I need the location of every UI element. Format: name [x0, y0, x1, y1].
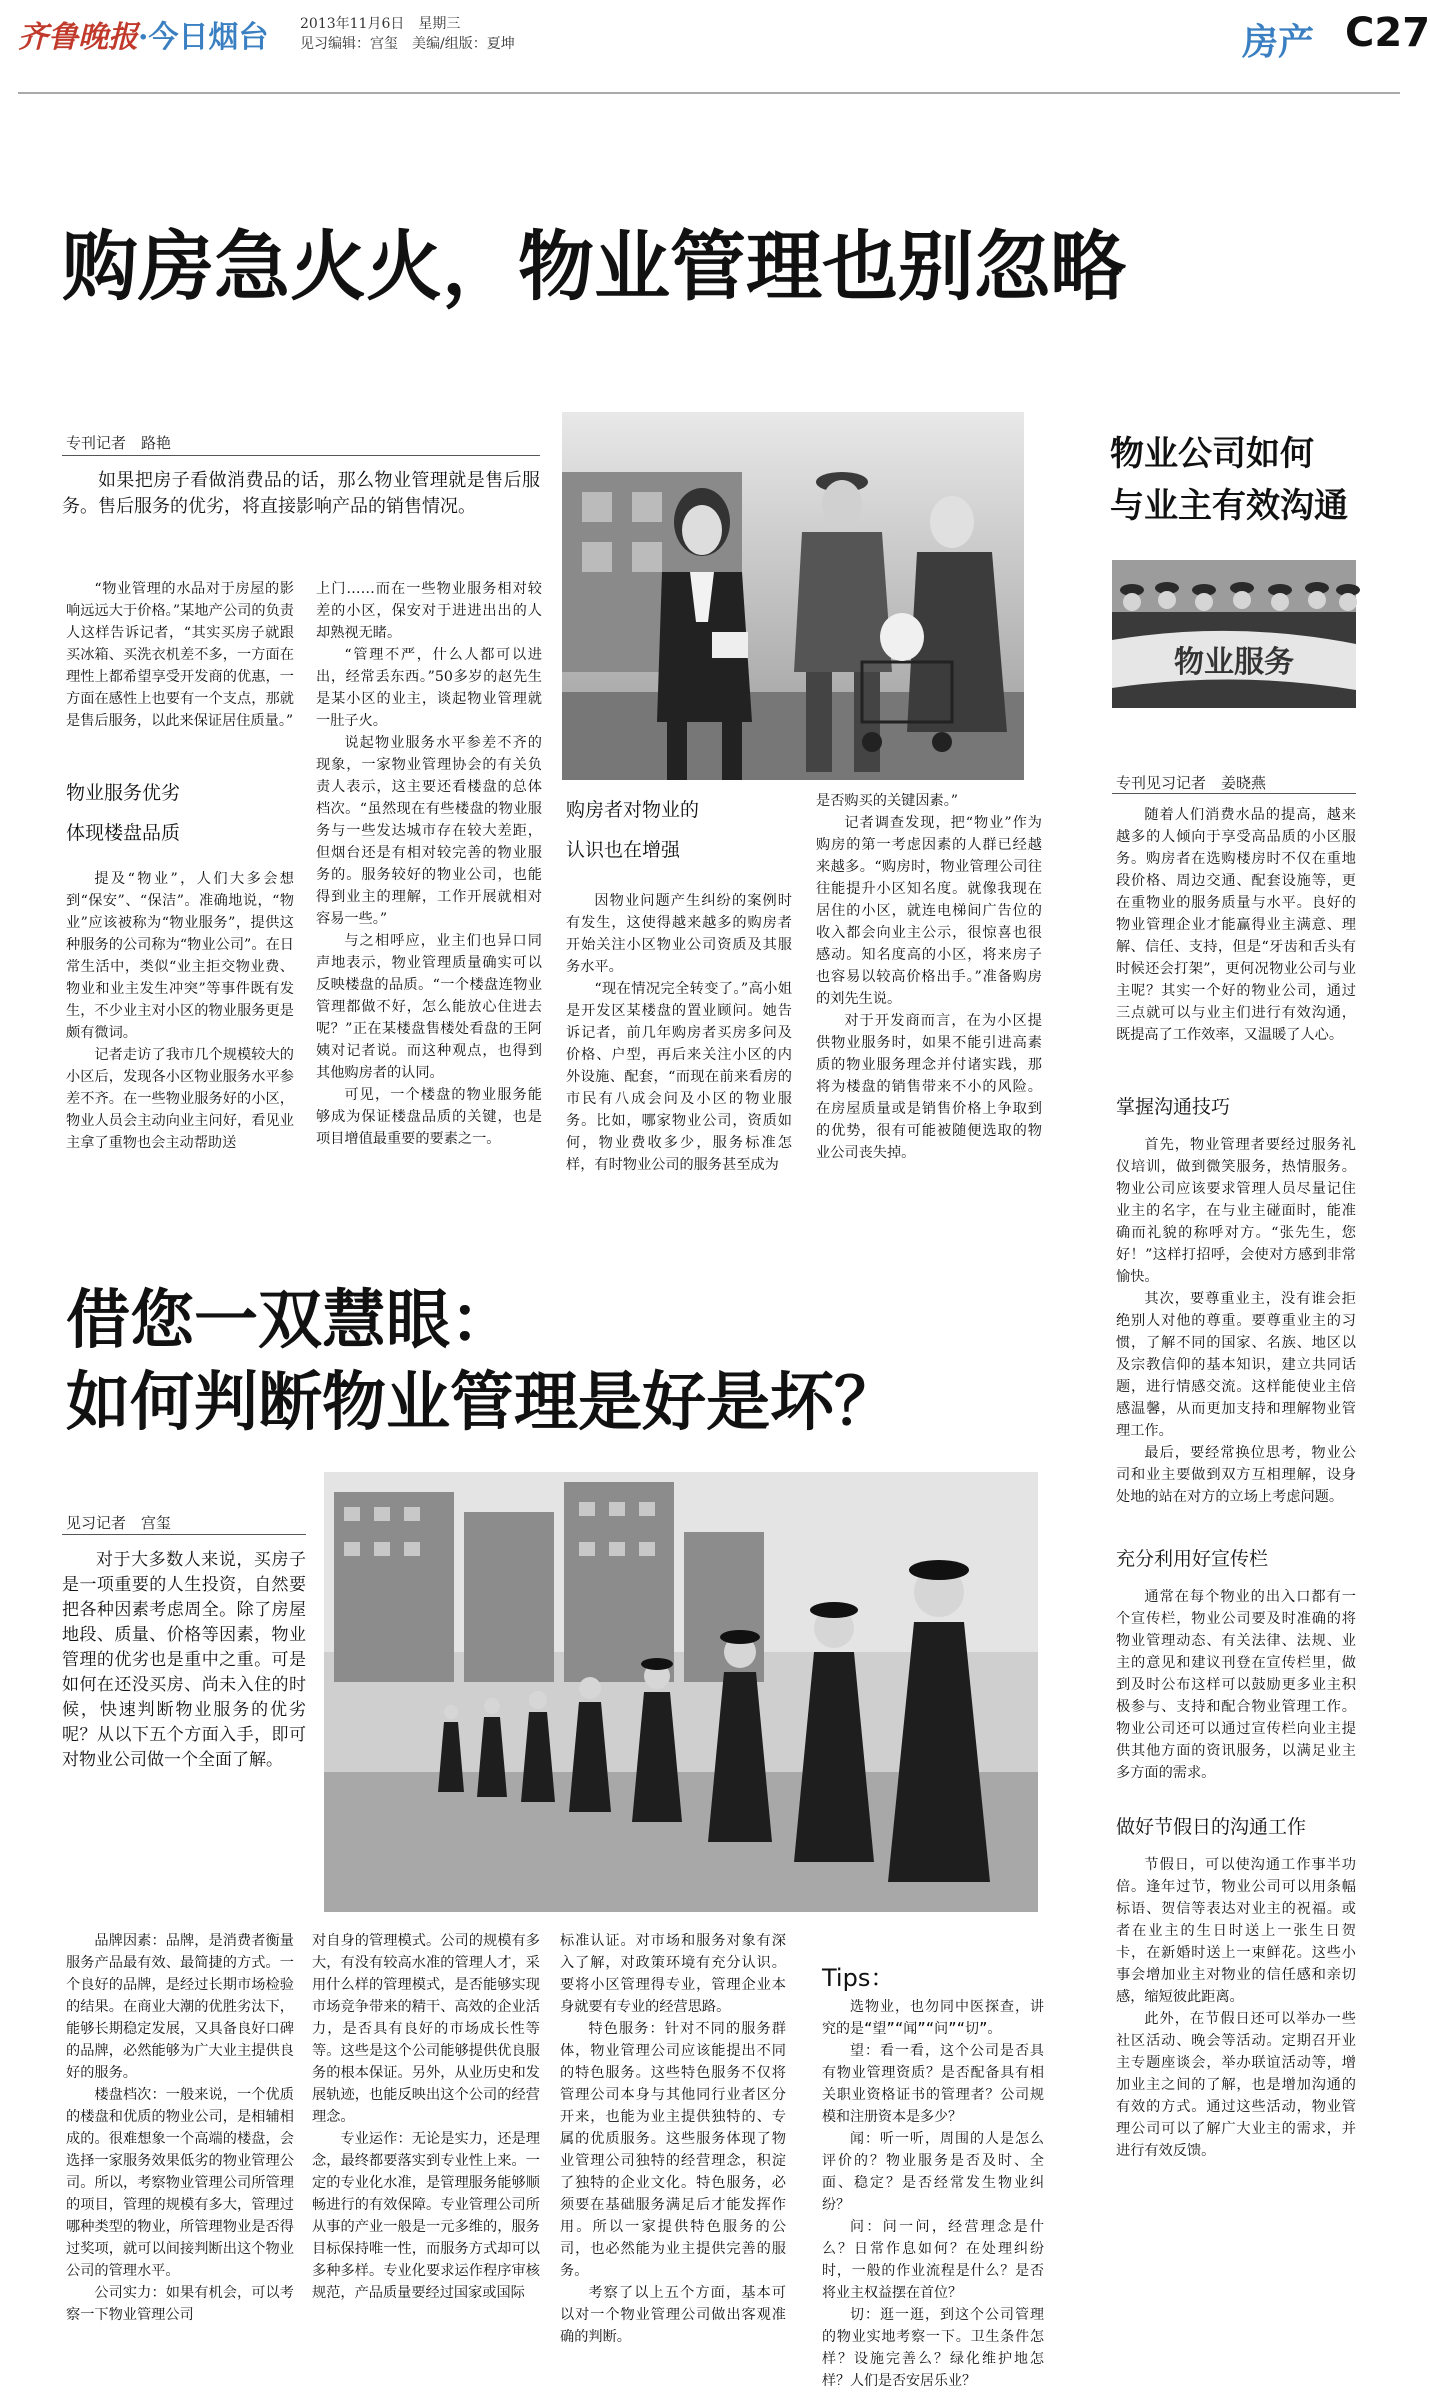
article2-lead: 对于大多数人来说，买房子是一项重要的人生投资，自然要把各种因素考虑周全。除了房屋地段、质量、价格等因素，物业管理的优劣也是重中之重。可是如何在还没买房、尚未入住的时候，快速判断物业服务的优劣呢？从以下五个方面入手，即可对物业公司做一个全面了解。 [62, 1550, 306, 1770]
tips-item: 闻：听一听，周围的人是怎么评价的？物业服务是否及时、全面、稳定？是否经常发生物业纠纷？ [822, 2131, 1044, 2213]
paragraph: 首先，物业管理者要经过服务礼仪培训，做到微笑服务，热情服务。物业公司应该要求管理人员尽量记住业主的名字，在与业主碰面时，能准确而礼貌的称呼对方。“张先生，您好！”这样打招呼，会使对方感到非常愉快。 [1116, 1137, 1356, 1285]
issue-date: 2013年11月6日 星期三 [300, 16, 461, 32]
paragraph: 是否购买的关键因素。” [816, 793, 959, 809]
subhead-line: 认识也在增强 [566, 839, 681, 861]
article2-col3 [560, 1930, 786, 2348]
sidebar-photo [1112, 560, 1356, 708]
logo-section: 今日烟台 [148, 20, 269, 55]
sidebar-section-title: 充分利用好宣传栏 [1116, 1548, 1269, 1570]
sidebar-title-line: 物业公司如何 [1110, 434, 1314, 474]
sidebar-intro [1116, 804, 1356, 1046]
sidebar-section3 [1116, 1854, 1356, 2162]
paragraph: 楼盘档次：一般来说，一个优质的楼盘和优质的物业公司，是相辅相成的。很难想象一个高端的楼盘，会选择一家服务效果低劣的物业管理公司。所以，考察物业管理公司所管理的项目，管理的规模有多大，管理过哪种类型的物业，所管理物业是否得过奖项，就可以间接判断出这个物业公司的管理水平。 [66, 2087, 294, 2279]
tips-item: 选物业，也勿同中医探查，讲究的是“望”“闻”“问”“切”。 [822, 1999, 1044, 2037]
paragraph: 其次，要尊重业主，没有谁会拒绝别人对他的尊重。要尊重业主的习惯，了解不同的国家、名族、地区以及宗教信仰的基本知识，建立共同话题，进行情感交流。这样能使业主倍感温馨，从而更加支持和理解物业管理工作。 [1116, 1291, 1356, 1439]
paragraph: 品牌因素：品牌，是消费者衡量服务产品最有效、最简捷的方式。一个良好的品牌，是经过长期市场检验的结果。在商业大潮的优胜劣汰下，能够长期稳定发展，又具备良好口碑的品牌，必然能够为广大业主提供良好的服务。 [66, 1933, 294, 2081]
sidebar-section-title: 做好节假日的沟通工作 [1116, 1816, 1307, 1838]
logo-separator: · [138, 20, 149, 55]
article2-byline: 见习记者 宫玺 [66, 1514, 172, 1532]
paragraph: 可见，一个楼盘的物业服务能够成为保证楼盘品质的关键，也是项目增值最重要的要素之一。 [316, 1087, 542, 1147]
photo-guards-marching [324, 1472, 1038, 1912]
subhead-line: 购房者对物业的 [566, 799, 700, 821]
paragraph: 通常在每个物业的出入口都有一个宣传栏，物业公司要及时准确的将物业管理动态、有关法律、法规、业主的意见和建议刊登在宣传栏里，做到及时公布这样可以鼓励更多业主积极参与、支持和配合物业管理工作。物业公司还可以通过宣传栏向业主提供其他方面的资讯服务，以满足业主多方面的需求。 [1116, 1589, 1356, 1781]
photo-staff-banner [1112, 560, 1356, 708]
article2-photo [324, 1472, 1038, 1912]
article1-col3 [566, 890, 792, 1176]
paragraph: 公司实力：如果有机会，可以考察一下物业管理公司 [66, 2285, 294, 2323]
paragraph: 对于开发商而言，在为小区提供物业服务时，如果不能引进高素质的物业服务理念并付诸实践，那将为楼盘的销售带来不小的风险。在房屋质量或是销售价格上争取到的优势，很有可能被随便选取的物业公司丧失掉。 [816, 1013, 1042, 1161]
paragraph: 记者调查发现，把“物业”作为购房的第一考虑因素的人群已经越来越多。“购房时，物业管理公司往往能提升小区知名度。就像我现在居住的小区，就连电梯间广告位的收入都会向业主公示，很惊喜也很感动。知名度高的小区，将来房子也容易以较高价格出手。”准备购房的刘先生说。 [816, 815, 1042, 1007]
paragraph: 说起物业服务水平参差不齐的现象，一家物业管理协会的有关负责人表示，这主要还看楼盘的总体档次。“虽然现在有些楼盘的物业服务与一些发达城市存在较大差距，但烟台还是有相对较完善的物业服务的。服务较好的物业公司，也能得到业主的理解，工作开展就相对容易一些。” [316, 735, 542, 927]
paragraph: 记者走访了我市几个规模较大的小区后，发现各小区物业服务水平参差不齐。在一些物业服务好的小区，物业人员会主动向业主问好，看见业主拿了重物也会主动帮助送 [66, 1047, 294, 1151]
photo-family-guard [562, 412, 1024, 780]
article1-col4 [816, 790, 1042, 1164]
article1-col1 [66, 578, 294, 732]
tips-item: 望：看一看，这个公司是否具有物业管理资质？是否配备具有相关职业资格证书的管理者？公司规模和注册资本是多少？ [822, 2043, 1044, 2125]
sidebar-section2 [1116, 1586, 1356, 1784]
byline-rule [1112, 793, 1356, 794]
sidebar-section1 [1116, 1134, 1356, 1508]
editor-credits: 见习编辑：宫玺 美编/组版：夏坤 [300, 36, 515, 52]
paragraph: 上门……而在一些物业服务相对较差的小区，保安对于进进出出的人却熟视无睹。 [316, 581, 542, 641]
paragraph: 此外，在节假日还可以举办一些社区活动、晚会等活动。定期召开业主专题座谈会，举办联谊活动等，增加业主之间的了解，也是增加沟通的有效的方式。通过这些活动，物业管理公司可以了解广大业主的需求，并进行有效反馈。 [1116, 2011, 1356, 2159]
article1-col2 [316, 578, 542, 1150]
tips-item: 问：问一问，经营理念是什么？日常作息如何？在处理纠纷时，一般的作业流程是什么？是否将业主权益摆在首位？ [822, 2219, 1044, 2301]
byline-rule [62, 1534, 306, 1535]
newspaper-logo [18, 12, 268, 56]
logo-main: 齐鲁晚报 [18, 20, 138, 55]
sidebar-title-line: 与业主有效沟通 [1110, 486, 1348, 526]
tips-item: 切：逛一逛，到这个公司管理的物业实地考察一下。卫生条件怎样？设施完善么？绿化维护地怎样？人们是否安居乐业？ [822, 2307, 1044, 2389]
paragraph: 因物业问题产生纠纷的案例时有发生，这使得越来越多的购房者开始关注小区物业公司资质及其服务水平。 [566, 893, 792, 975]
tips-box [822, 1996, 1044, 2392]
article1-lead: 如果把房子看做消费品的话，那么物业管理就是售后服务。售后服务的优劣，将直接影响产品的销售情况。 [62, 470, 540, 517]
headline-line: 如何判断物业管理是好是坏？ [66, 1366, 898, 1440]
paragraph: “管理不严，什么人都可以进出，经常丢东西。”50多岁的赵先生是某小区的业主，谈起物业管理就一肚子火。 [316, 647, 542, 729]
article1-subhead2 [566, 795, 699, 865]
article2-headline [66, 1280, 898, 1444]
subhead-line: 物业服务优劣 [66, 782, 181, 804]
article2-col2 [312, 1930, 540, 2304]
paragraph: “物业管理的水品对于房屋的影响远远大于价格。”某地产公司的负责人这样告诉记者，“其实买房子就跟买冰箱、买洗衣机差不多，一方面在理性上都希望享受开发商的优惠，一方面在感性上也要有一个支点，那就是售后服务，以此来保证居住质量。” [66, 581, 294, 729]
paragraph: 最后，要经常换位思考，物业公司和业主要做到双方互相理解，设身处地的站在对方的立场上考虑问题。 [1116, 1445, 1356, 1505]
paragraph: 随着人们消费水品的提高，越来越多的人倾向于享受高品质的小区服务。购房者在选购楼房时不仅在重地段价格、周边交通、配套设施等，更在重物业的服务质量与水平。良好的物业管理企业才能赢得业主满意、理解、信任、支持，但是“牙齿和舌头有时候还会打架”，更何况物业公司与业主呢？其实一个好的物业公司，通过三点就可以与业主们进行有效沟通，既提高了工作效率，又温暖了人心。 [1116, 807, 1356, 1043]
section-category: 房产 [1242, 22, 1315, 63]
article1-subhead1 [66, 778, 180, 848]
paragraph: 节假日，可以使沟通工作事半功倍。逢年过节，物业公司可以用条幅标语、贺信等表达对业主的祝福。或者在业主的生日时送上一张生日贺卡，在新婚时送上一束鲜花。这些小事会增加业主对物业的信任感和亲切感，缩短彼此距离。 [1116, 1857, 1356, 2005]
paragraph: 对自身的管理模式。公司的规模有多大，有没有较高水准的管理人才，采用什么样的管理模式，是否能够实现市场竞争带来的精干、高效的企业活力，是否具有良好的市场成长性等等。这些是这个公司能够提供优良服务的根本保证。另外，从业历史和发展轨迹，也能反映出这个公司的经营理念。 [312, 1933, 540, 2125]
paragraph: 标准认证。对市场和服务对象有深入了解，对政策环境有充分认识。要将小区管理得专业，管理企业本身就要有专业的经营思路。 [560, 1933, 786, 2015]
issue-info [300, 14, 515, 54]
paragraph: 特色服务：针对不同的服务群体，物业管理公司应该能提出不同的特色服务。这些特色服务不仅将管理公司本身与其他同行业者区分开来，也能为业主提供独特的、专属的优质服务。这些服务体现了物业管理公司独特的经营理念，积淀了独特的企业文化。特色服务，必须要在基础服务满足后才能发挥作用。所以一家提供特色服务的公司，也必然能为业主提供完善的服务。 [560, 2021, 786, 2279]
page-number: C27 [1345, 10, 1430, 56]
byline-rule [62, 455, 540, 456]
headline-line: 借您一双慧眼： [66, 1284, 514, 1358]
sidebar-byline: 专刊见习记者 姜晓燕 [1116, 774, 1267, 792]
article1-col1b [66, 868, 294, 1154]
header-rule [18, 92, 1400, 94]
paragraph: “现在情况完全转变了。”高小姐是开发区某楼盘的置业顾问。她告诉记者，前几年购房者买房多问及价格、户型，再后来关注小区的内外设施、配套，“而现在前来看房的市民有八成会问及小区的物业服务。比如，哪家物业公司，资质如何，物业费收多少，服务标准怎样，有时物业公司的服务甚至成为 [566, 981, 792, 1173]
paragraph: 考察了以上五个方面，基本可以对一个物业管理公司做出客观准确的判断。 [560, 2285, 786, 2345]
article1-photo [562, 412, 1024, 780]
paragraph: 与之相呼应，业主们也异口同声地表示，物业管理质量确实可以反映楼盘的品质。“一个楼盘连物业管理都做不好，怎么能放心住进去呢？”正在某楼盘售楼处看盘的王阿姨对记者说。而这种观点，也得到其他购房者的认同。 [316, 933, 542, 1081]
tips-title: Tips： [822, 1964, 895, 1992]
article2-col1 [66, 1930, 294, 2326]
subhead-line: 体现楼盘品质 [66, 822, 181, 844]
article1-headline: 购房急火火，物业管理也别忽略 [62, 222, 1126, 311]
paragraph: 专业运作：无论是实力，还是理念，最终都要落实到专业性上来。一定的专业化水准，是管理服务能够顺畅进行的有效保障。专业管理公司所从事的产业一般是一元多维的，服务目标保持唯一性，而服务方式却可以多种多样。专业化要求运作程序审核规范，产品质量要经过国家或国际 [312, 2131, 540, 2301]
sidebar-section-title: 掌握沟通技巧 [1116, 1096, 1231, 1118]
banner-text: 物业服务 [1174, 645, 1294, 680]
article1-byline: 专刊记者 路艳 [66, 434, 172, 452]
sidebar-title [1110, 428, 1348, 532]
paragraph: 提及“物业”，人们大多会想到“保安”、“保洁”。准确地说，“物业”应该被称为“物业服务”，提供这种服务的公司称为“物业公司”。在日常生活中，类似“业主拒交物业费、物业和业主发生冲突”等事件既有发生，不少业主对小区的物业服务更是颇有微词。 [66, 871, 294, 1041]
